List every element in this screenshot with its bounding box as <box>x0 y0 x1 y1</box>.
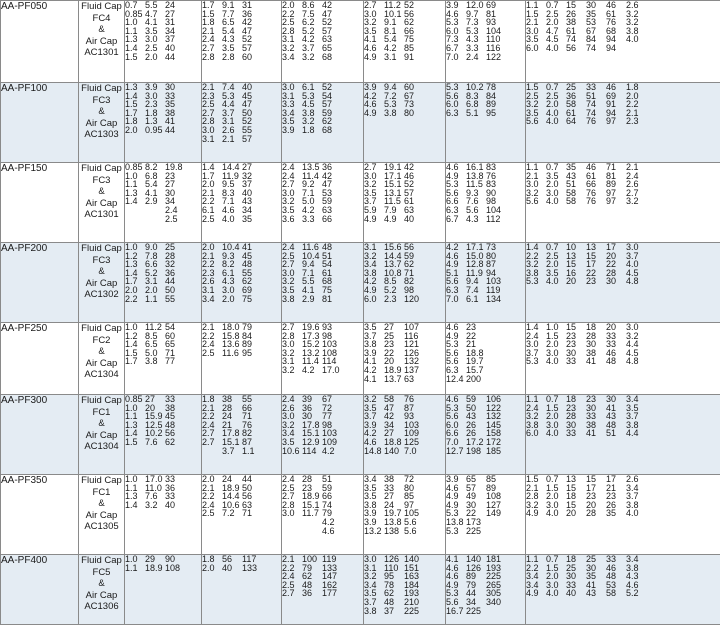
cap-cell <box>79 83 125 163</box>
value-column: 58 47 42 34 27 18.8 140 <box>384 394 402 456</box>
value-column: 19.8 23 27 30 34 2.4 2.5 <box>165 162 183 224</box>
value-column: 2.7 2.8 3.0 3.2 3.1 3.2 <box>282 322 295 375</box>
cap-line: Air Cap <box>85 589 118 601</box>
value-column: 59 50 43 26 26 17.2 198 <box>466 394 484 456</box>
value-column: 85 89 108 127 149 <box>486 474 502 519</box>
value-cell <box>526 1 720 83</box>
cap-line: Air Cap <box>85 277 118 289</box>
value-column: 56 59 62 71 82 98 120 <box>404 242 420 304</box>
value-column: 1.3 1.4 1.5 1.7 1.8 2.0 <box>125 82 138 135</box>
model-cell: AA-PF400 <box>1 555 79 625</box>
value-cell <box>364 395 446 475</box>
value-column: 78 84 89 95 <box>486 82 497 118</box>
value-column: 1.4 2.4 3.0 3.7 5.3 <box>526 322 539 367</box>
value-column: 79 84 89 95 <box>242 322 253 358</box>
value-cell <box>526 555 720 625</box>
cap-line: Air Cap <box>85 117 118 129</box>
value-column: 1.0 1.1 1.3 1.4 <box>125 474 138 510</box>
cap-cell <box>79 243 125 323</box>
value-column: 5.3 5.6 6.0 6.3 <box>446 82 459 118</box>
value-cell <box>125 243 202 323</box>
value-cell <box>125 395 202 475</box>
table-row <box>1 475 720 555</box>
value-column: 9.1 7.7 6.5 5.4 4.3 3.5 2.8 <box>222 0 235 62</box>
value-column: 1.8 2.0 2.2 2.1 2.3 <box>626 82 639 127</box>
value-column: 0.7 0.85 1.0 1.1 1.3 1.4 1.5 <box>125 0 143 62</box>
value-column: 30 41 43 48 51 <box>606 394 617 439</box>
cap-line: FC2 <box>92 334 111 346</box>
value-column: 2.1 2.4 2.6 2.7 3.2 <box>626 162 639 207</box>
value-column: 9.0 7.8 6.6 5.2 3.1 2.0 1.1 <box>145 242 158 304</box>
value-cell <box>202 555 282 625</box>
value-cell <box>202 1 282 83</box>
value-column: 30 35 53 67 84 74 <box>586 0 597 53</box>
value-column: 3.0 3.1 3.3 3.4 3.5 3.9 <box>282 82 295 135</box>
value-column: 4.6 4.9 5.3 5.6 6.6 6.3 6.7 <box>446 162 459 224</box>
value-column: 31 36 42 47 52 57 60 <box>242 0 253 62</box>
value-column: 0.7 1.5 2.0 3.0 4.0 <box>546 474 559 519</box>
value-column: 2.6 3.2 3.2 3.8 4.0 <box>626 0 639 45</box>
model-cell: AA-PF050 <box>1 1 79 83</box>
value-cell <box>202 395 282 475</box>
value-column: 4.6 5.3 5.6 6.0 6.6 7.0 12.7 <box>446 394 464 456</box>
value-column: 52 56 62 66 75 85 91 <box>404 0 415 62</box>
cap-line: AC1304 <box>84 441 119 453</box>
value-column: 25 30 35 41 43 <box>586 554 597 599</box>
value-cell <box>364 243 446 323</box>
value-cell <box>282 475 364 555</box>
value-column: 0.7 2.5 2.0 3.5 4.0 <box>546 242 559 287</box>
value-column: 46 61 66 76 76 <box>586 162 597 207</box>
cap-line: Air Cap <box>85 509 118 521</box>
value-column: 2.7 3.0 3.2 3.5 4.1 4.6 4.9 <box>364 0 377 62</box>
cap-line: AC1305 <box>84 521 119 533</box>
cap-line: FC3 <box>92 174 111 186</box>
value-column: 19.1 17.1 15.1 13.1 11.5 7.9 4.9 <box>384 162 402 224</box>
value-column: 23 30 33 38 41 <box>586 394 597 439</box>
value-cell <box>202 83 282 163</box>
value-column: 2.4 2.6 3.0 3.2 3.4 3.5 10.6 <box>282 394 300 456</box>
value-cell <box>282 1 364 83</box>
cap-line: Air Cap <box>85 357 118 369</box>
value-column: 1.1 2.2 3.4 3.4 4.9 <box>526 554 539 599</box>
value-column: 67 72 77 98 103 109 4.2 <box>322 394 338 456</box>
table-row <box>1 395 720 475</box>
value-column: 2.0 2.2 2.5 2.8 3.1 3.2 3.4 <box>282 0 295 62</box>
model-cell: AA-PF300 <box>1 395 79 475</box>
value-cell <box>526 243 720 323</box>
value-column: 1.5 2.1 2.8 3.2 4.9 <box>526 474 539 519</box>
value-column: 1.8 2.1 2.2 2.4 2.7 2.7 <box>202 394 215 447</box>
value-cell <box>202 163 282 243</box>
model-cell: AA-PF150 <box>1 163 79 243</box>
value-column: 72 80 85 97 105 5.6 5.6 <box>404 474 420 536</box>
value-column: 60 67 73 80 <box>404 82 415 118</box>
value-column: 5.5 4.7 4.1 3.5 3.0 2.5 2.0 <box>145 0 158 62</box>
value-column: 11.6 10.4 9.4 7.1 5.5 4.1 2.9 <box>302 242 320 304</box>
value-column: 18.0 15.8 13.6 11.6 <box>222 322 240 358</box>
value-column: 2.4 2.5 2.7 3.0 3.2 3.5 3.8 <box>282 242 295 304</box>
value-cell <box>125 323 202 395</box>
value-column: 0.7 2.5 2.0 4.0 4.0 <box>546 82 559 127</box>
value-cell <box>202 243 282 323</box>
value-column: 8.6 7.5 6.2 5.2 4.2 3.7 3.2 <box>302 0 315 62</box>
cap-line: Fluid Cap <box>81 243 122 254</box>
value-column: 2.0 2.1 2.2 2.4 2.5 <box>202 474 215 519</box>
value-column: 1.8 2.0 <box>202 554 215 573</box>
cap-line: FC1 <box>92 486 111 498</box>
cap-line: AC1304 <box>84 369 119 381</box>
value-column: 3.0 3.7 4.0 4.5 4.8 <box>626 242 639 287</box>
value-cell <box>364 323 446 395</box>
value-column: 15 26 38 61 74 56 <box>566 0 577 53</box>
cap-line: Fluid Cap <box>81 555 122 566</box>
value-column: 71 81 89 97 97 <box>606 162 617 207</box>
cap-cell <box>79 475 125 555</box>
value-column: 33 38 45 48 56 62 <box>165 394 176 447</box>
value-column: 0.7 1.5 2.0 3.0 4.0 <box>546 554 559 599</box>
value-column: 10 13 15 16 20 <box>566 242 577 287</box>
cap-line: & <box>98 186 105 198</box>
value-column: 126 110 95 78 62 48 37 <box>384 554 400 616</box>
value-cell <box>364 163 446 243</box>
value-column: 106 122 132 145 158 172 185 <box>486 394 502 456</box>
value-column: 93 98 103 108 114 17.0 <box>322 322 340 375</box>
value-column: 28 23 18.9 15.1 11.7 <box>302 474 320 519</box>
value-column: 15 23 23 30 33 <box>566 322 577 367</box>
value-column: 1.0 1.5 2.0 3.0 4.0 <box>546 322 559 367</box>
value-column: 1.7 1.5 1.8 2.1 2.4 2.7 2.8 <box>202 0 215 62</box>
value-cell <box>526 395 720 475</box>
value-column: 13 15 17 22 23 <box>586 242 597 287</box>
cap-line: AC1301 <box>84 47 119 59</box>
model-cell: AA-PF250 <box>1 323 79 395</box>
cap-cell <box>79 555 125 625</box>
value-column: 29 18.9 <box>145 554 163 573</box>
value-column: 40 45 47 50 52 55 57 <box>242 82 253 144</box>
cap-line: FC4 <box>92 12 111 24</box>
cap-line: FC1 <box>92 406 111 418</box>
value-column: 4.1 4.6 4.6 4.9 5.3 5.6 16.7 <box>446 554 464 616</box>
value-column: 17 20 22 28 30 <box>606 242 617 287</box>
value-cell <box>282 163 364 243</box>
value-column: 3.4 3.8 4.3 4.6 5.2 <box>626 554 639 599</box>
model-cell: AA-PF200 <box>1 243 79 323</box>
value-cell <box>526 475 720 555</box>
value-column: 3.9 4.6 4.9 4.9 5.3 13.8 5.3 <box>446 474 464 536</box>
value-column: 73 80 87 94 103 119 134 <box>486 242 502 304</box>
value-column: 2.4 2.5 2.7 2.8 3.0 <box>282 474 295 519</box>
value-cell <box>446 555 526 625</box>
value-column: 33 46 48 53 58 <box>606 554 617 599</box>
table-row <box>1 83 720 163</box>
value-column: 51 59 66 74 79 4.2 4.6 <box>322 474 335 536</box>
value-column: 55 66 71 76 82 87 1.1 <box>242 394 255 456</box>
value-column: 1.4 1.7 2.0 2.1 2.2 6.1 2.5 <box>202 162 215 224</box>
cap-line: Fluid Cap <box>81 163 122 174</box>
value-column: 3.9 3.0 2.3 1.8 1.3 0.95 <box>145 82 163 135</box>
value-column: 3.4 3.5 3.7 3.8 4.4 <box>626 394 639 439</box>
value-column: 0.7 1.5 2.0 3.0 4.0 <box>546 394 559 439</box>
table-row <box>1 555 720 625</box>
value-column: 100 79 62 48 36 <box>302 554 318 599</box>
value-column: 25 36 58 61 64 <box>566 82 577 127</box>
cap-line: Fluid Cap <box>81 395 122 406</box>
value-column: 25 28 32 36 44 50 55 <box>165 242 176 304</box>
value-cell <box>446 475 526 555</box>
value-column: 6.1 5.3 4.5 3.8 3.2 1.8 <box>302 82 315 135</box>
table-row <box>1 243 720 323</box>
value-column: 3.1 3.2 3.4 3.8 4.2 4.9 6.0 <box>364 242 377 304</box>
cap-line: Fluid Cap <box>81 1 122 12</box>
value-column: 1.1 2.4 3.2 3.8 6.0 <box>526 394 539 439</box>
value-column: 1.1 1.5 2.1 3.0 3.5 6.0 <box>526 0 539 53</box>
cap-line: & <box>98 24 105 36</box>
value-column: 9.4 7.2 5.3 3.8 <box>384 82 397 118</box>
value-column: 3.5 3.7 3.8 3.9 4.1 4.2 4.1 <box>364 322 377 384</box>
cap-line: & <box>98 498 105 510</box>
value-column: 39 36 30 17.8 15.1 12.9 114 <box>302 394 320 456</box>
value-cell <box>364 475 446 555</box>
value-cell <box>364 555 446 625</box>
value-column: 2.7 3.0 3.2 3.5 3.7 5.9 4.9 <box>364 162 377 224</box>
value-column: 46 61 76 68 94 94 <box>606 0 617 53</box>
value-column: 13 15 18 15 20 <box>566 474 577 519</box>
value-column: 2.6 3.4 3.7 3.8 4.0 <box>626 474 639 519</box>
cap-line: & <box>98 418 105 430</box>
value-column: 54 60 65 71 77 <box>165 322 176 367</box>
value-column: 35 43 51 58 58 <box>566 162 577 207</box>
value-column: 11.2 10.1 9.1 8.1 5.4 4.2 3.1 <box>384 0 402 62</box>
value-column: 0.85 1.0 1.1 1.3 1.4 1.5 <box>125 394 143 447</box>
value-column: 69 81 93 104 110 116 122 <box>486 0 502 62</box>
value-cell <box>125 555 202 625</box>
value-column: 19.6 17.3 15.2 13.2 11.4 4.2 <box>302 322 320 375</box>
value-column: 27 32 37 40 43 34 35 <box>242 162 253 224</box>
value-column: 83 76 83 90 98 104 112 <box>486 162 502 224</box>
cap-line: Fluid Cap <box>81 83 122 94</box>
value-column: 2.1 2.2 2.4 2.5 <box>202 322 215 358</box>
value-column: 18 28 30 38 41 <box>586 322 597 367</box>
value-cell <box>446 243 526 323</box>
cap-line: Fluid Cap <box>81 475 122 486</box>
value-column: 12.0 9.7 7.3 5.3 4.3 3.3 2.4 <box>466 0 484 62</box>
value-column: 44 50 56 63 71 <box>242 474 253 519</box>
value-column: 11.2 8.5 6.5 5.0 3.8 <box>145 322 162 367</box>
value-column: 33 51 74 74 76 <box>586 82 597 127</box>
value-column: 107 116 121 126 132 137 63 <box>404 322 420 384</box>
model-cell: AA-PF350 <box>1 475 79 555</box>
value-column: 7.4 5.3 4.4 3.7 3.1 2.6 2.1 <box>222 82 235 144</box>
value-cell <box>446 163 526 243</box>
value-column: 17 21 23 26 35 <box>606 474 617 519</box>
value-column: 42 46 52 57 61 63 40 <box>404 162 415 224</box>
table-row <box>1 163 720 243</box>
model-cell: AA-PF100 <box>1 83 79 163</box>
value-column: 18 25 30 33 40 <box>566 554 577 599</box>
cap-line: & <box>98 578 105 590</box>
value-cell <box>526 83 720 163</box>
value-column: 0.7 2.5 2.0 4.7 4.5 4.0 <box>546 0 559 53</box>
value-column: 181 193 225 265 305 340 <box>486 554 502 607</box>
value-column: 3.2 3.5 3.7 3.9 4.2 4.6 14.8 <box>364 394 382 456</box>
value-cell <box>282 83 364 163</box>
value-column: 117 133 <box>242 554 258 573</box>
value-column: 36 42 47 53 59 63 66 <box>322 162 333 224</box>
value-column: 33 36 33 40 <box>165 474 176 510</box>
value-cell <box>125 1 202 83</box>
value-column: 24 27 31 34 37 40 44 <box>165 0 176 62</box>
cap-cell <box>79 395 125 475</box>
value-cell <box>282 243 364 323</box>
value-cell <box>282 395 364 475</box>
cap-line: & <box>98 106 105 118</box>
value-cell <box>125 475 202 555</box>
value-cell <box>364 83 446 163</box>
value-column: 2.1 2.2 2.4 2.5 2.7 <box>282 554 295 599</box>
value-column: 76 87 93 103 109 125 7.0 <box>404 394 420 456</box>
value-column: 4.2 4.6 4.9 5.1 5.6 6.3 7.0 <box>446 242 459 304</box>
cap-cell <box>79 1 125 83</box>
value-column: 52 54 57 59 62 68 <box>322 82 333 135</box>
cap-line: FC3 <box>92 254 111 266</box>
cap-line: Fluid Cap <box>81 323 122 334</box>
value-column: 2.4 2.4 2.7 3.0 3.2 3.5 3.6 <box>282 162 295 224</box>
value-column: 1.1 2.1 3.0 3.2 5.6 <box>526 162 539 207</box>
value-column: 2.0 2.1 2.2 2.3 2.6 3.1 3.4 <box>202 242 215 304</box>
value-column: 18 23 28 30 33 <box>566 394 577 439</box>
value-column: 56 40 <box>222 554 233 573</box>
value-column: 1.0 1.2 1.4 1.5 1.7 <box>125 322 138 367</box>
value-column: 15.6 14.4 13.7 10.8 8.5 5.2 2.3 <box>384 242 402 304</box>
value-column: 1.4 2.2 3.2 3.8 5.3 <box>526 242 539 287</box>
value-column: 3.0 3.2 4.4 4.5 4.8 <box>626 322 639 367</box>
cap-line: Air Cap <box>85 35 118 47</box>
value-column: 14.4 11.9 9.5 8.3 7.1 4.6 4.0 <box>222 162 240 224</box>
value-column: 30 33 35 38 41 44 <box>165 82 176 135</box>
cap-line: FC3 <box>92 94 111 106</box>
value-column: 38 28 24 21 17.8 15.1 3.7 <box>222 394 240 456</box>
value-column: 3.4 3.5 3.5 3.8 3.9 3.9 13.2 <box>364 474 382 536</box>
value-cell <box>125 83 202 163</box>
value-column: 119 133 147 162 177 <box>322 554 338 599</box>
value-column: 65 57 49 30 22 173 225 <box>466 474 482 536</box>
value-cell <box>446 1 526 83</box>
value-cell <box>526 323 720 395</box>
value-cell <box>446 395 526 475</box>
value-column: 1.0 1.1 <box>125 554 138 573</box>
value-cell <box>202 475 282 555</box>
value-column: 27 20 15.9 12.5 10.2 7.6 <box>145 394 163 447</box>
table-row <box>1 323 720 395</box>
value-cell <box>125 163 202 243</box>
value-column: 17.0 11.0 7.6 3.2 <box>145 474 163 510</box>
value-column: 1.0 1.2 1.3 1.4 1.7 2.0 2.2 <box>125 242 138 304</box>
value-column: 48 51 54 61 68 75 81 <box>322 242 333 304</box>
value-cell <box>282 555 364 625</box>
cap-line: & <box>98 266 105 278</box>
value-cell <box>202 323 282 395</box>
value-cell <box>282 323 364 395</box>
value-cell <box>364 1 446 83</box>
value-column: 140 151 163 184 193 210 225 <box>404 554 420 616</box>
value-cell <box>446 83 526 163</box>
value-column: 8.2 6.8 5.4 4.1 2.9 <box>145 162 158 207</box>
value-column: 1.5 2.5 3.2 3.5 5.6 <box>526 82 539 127</box>
cap-cell <box>79 163 125 243</box>
value-column: 90 108 <box>165 554 181 573</box>
value-cell <box>526 163 720 243</box>
value-column: 4.6 4.9 5.3 5.6 5.6 6.3 12.4 <box>446 322 464 384</box>
value-column: 15 17 23 20 28 <box>586 474 597 519</box>
cap-line: AC1302 <box>84 289 119 301</box>
value-column: 27 25 23 22 20 18.9 13.7 <box>384 322 402 384</box>
value-column: 46 69 91 94 97 <box>606 82 617 127</box>
cap-line: AC1303 <box>84 129 119 141</box>
cap-cell <box>79 323 125 395</box>
value-column: 0.85 1.0 1.1 1.3 1.4 <box>125 162 143 207</box>
table-row <box>1 1 720 83</box>
value-column: 23 22 21 18.8 19.7 15.7 200 <box>466 322 484 384</box>
value-column: 24 18.9 14.4 10.6 7.2 <box>222 474 240 519</box>
cap-line: FC5 <box>92 566 111 578</box>
value-column: 17.1 15.0 12.8 11.9 9.4 7.4 6.1 <box>466 242 484 304</box>
value-column: 2.1 2.3 2.5 2.7 2.8 3.0 3.1 <box>202 82 215 144</box>
value-column: 140 126 89 79 44 34 225 <box>466 554 482 616</box>
value-column: 13.5 11.4 9.2 7.1 5.0 4.2 3.3 <box>302 162 320 224</box>
value-column: 3.9 4.6 5.3 6.0 7.3 6.7 7.0 <box>446 0 459 62</box>
cap-line: Air Cap <box>85 429 118 441</box>
value-column: 3.0 3.1 3.2 3.4 3.5 3.7 3.8 <box>364 554 377 616</box>
value-column: 0.7 3.5 2.0 3.0 4.0 <box>546 162 559 207</box>
value-column: 42 47 52 57 63 65 68 <box>322 0 333 62</box>
value-column: 41 45 48 55 62 69 75 <box>242 242 253 304</box>
cap-line: Air Cap <box>85 197 118 209</box>
value-column: 20 33 33 46 48 <box>606 322 617 367</box>
value-column: 38 33 27 24 19.7 13.8 138 <box>384 474 402 536</box>
value-column: 10.4 9.3 8.2 6.1 4.3 3.0 2.0 <box>222 242 240 304</box>
value-cell <box>446 323 526 395</box>
value-column: 10.2 8.3 6.8 5.1 <box>466 82 484 118</box>
cap-line: & <box>98 346 105 358</box>
cap-line: AC1301 <box>84 209 119 221</box>
value-column: 3.9 4.2 4.6 4.9 <box>364 82 377 118</box>
cap-line: AC1306 <box>84 601 119 613</box>
value-column: 16.1 13.8 11.5 9.3 7.6 5.6 4.3 <box>466 162 484 224</box>
spec-body <box>1 1 720 625</box>
